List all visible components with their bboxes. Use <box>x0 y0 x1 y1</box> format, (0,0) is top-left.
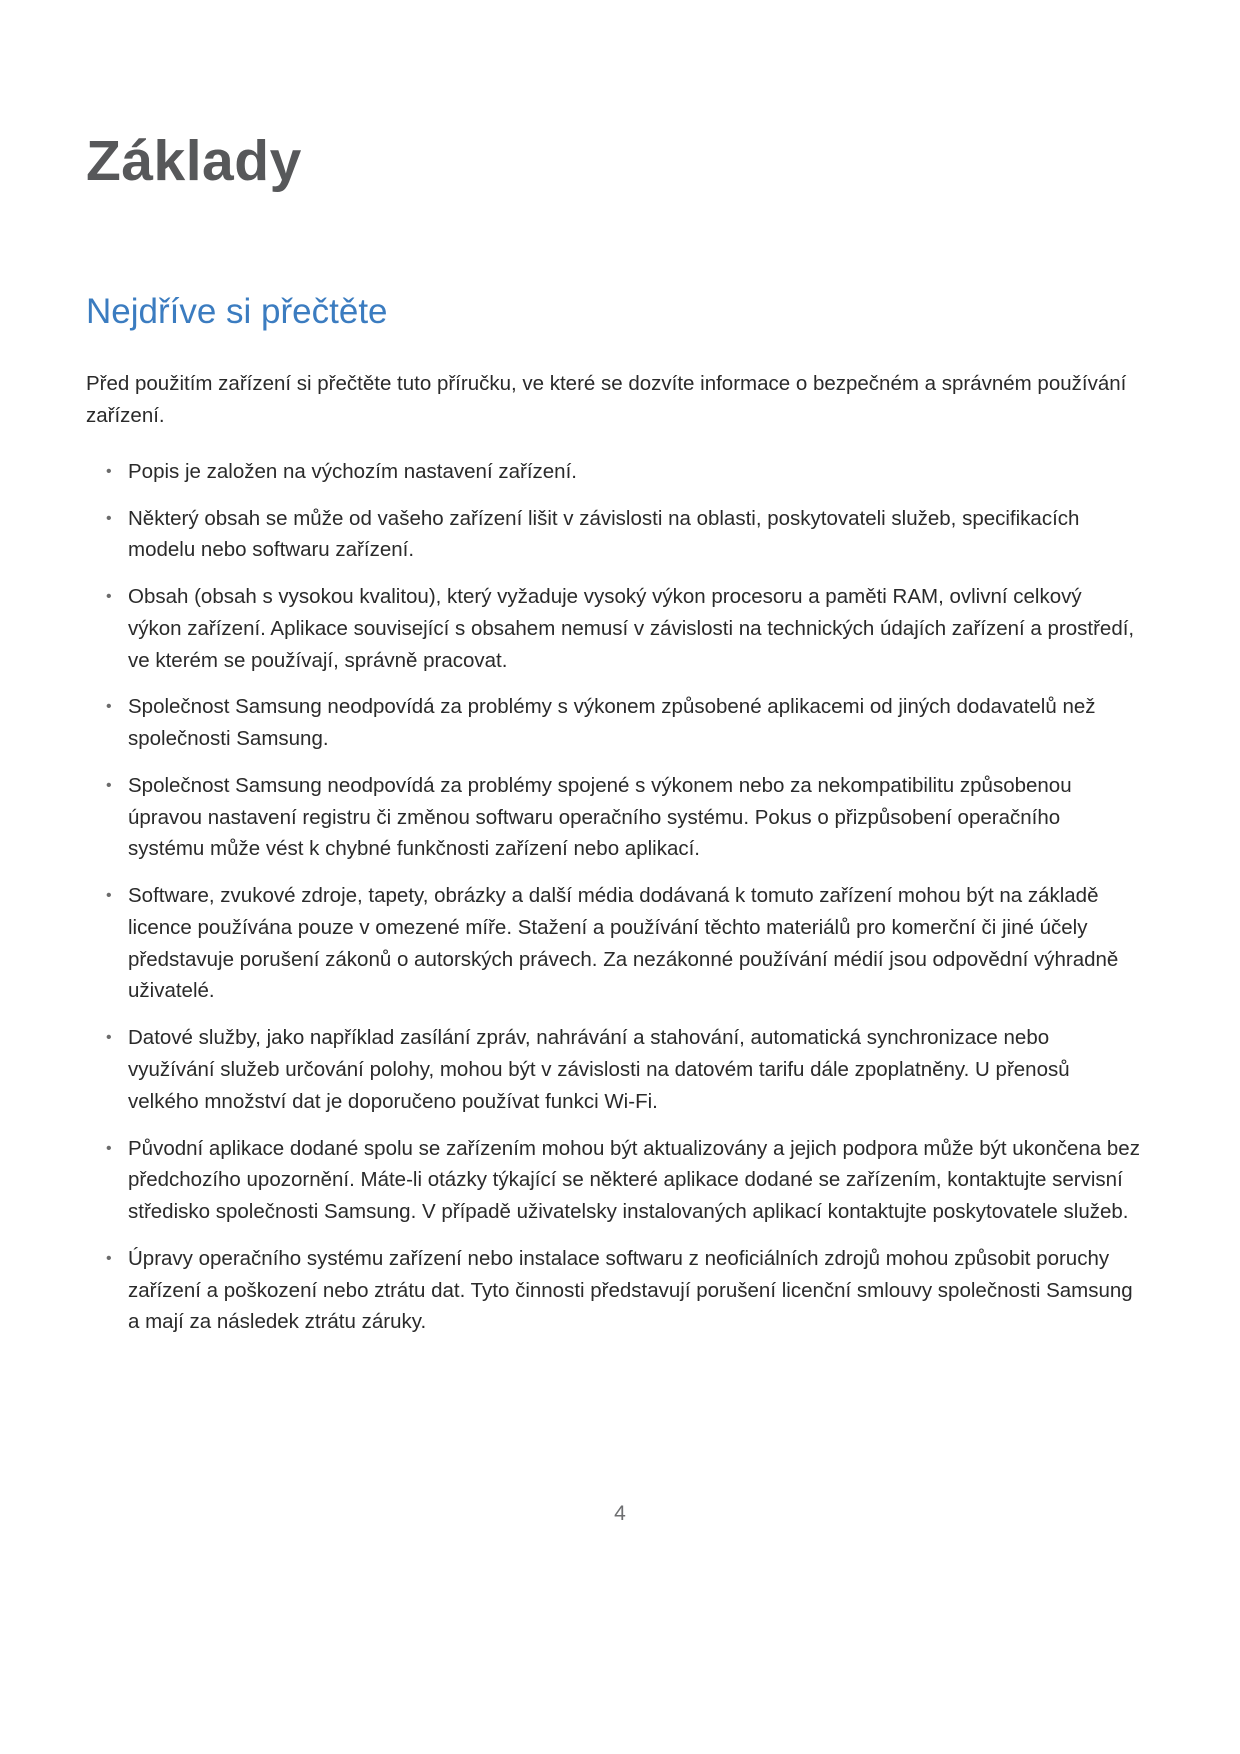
bullet-icon: • <box>106 462 112 480</box>
list-item-text: Popis je založen na výchozím nastavení zařízení. <box>128 459 577 483</box>
bullet-icon: • <box>106 588 112 606</box>
list-item <box>86 503 1140 567</box>
list-item-text: Datové služby, jako například zasílání zpráv, nahrávání a stahování, automatická synchronizace nebo využívání služeb určování polohy, mohou být v závislosti na datovém tarifu dále zpoplatněny. U přenosů velkého množství dat je doporučeno používat funkci Wi-Fi. <box>128 1026 1070 1113</box>
list-item-text: Obsah (obsah s vysokou kvalitou), který vyžaduje vysoký výkon procesoru a paměti RAM, ovlivní celkový výkon zařízení. Aplikace související s obsahem nemusí v závislosti na technických údajích zařízení a prostředí, ve kterém se používají, správně pracovat. <box>128 585 1135 672</box>
page-number: 4 <box>614 1502 626 1525</box>
intro-paragraph: Před použitím zařízení si přečtěte tuto příručku, ve které se dozvíte informace o bezpečném a správném používání zařízení. <box>86 372 1127 427</box>
bullet-icon: • <box>106 887 112 905</box>
bullet-icon: • <box>106 1029 112 1047</box>
list-item-text: Některý obsah se může od vašeho zařízení lišit v závislosti na oblasti, poskytovateli služeb, specifikacích modelu nebo softwaru zařízení. <box>128 506 1080 562</box>
bullet-icon: • <box>106 1139 112 1157</box>
list-item <box>86 1022 1140 1117</box>
bullet-icon: • <box>106 1249 112 1267</box>
bullet-icon: • <box>106 509 112 527</box>
list-item <box>86 1243 1140 1338</box>
list-item-text: Společnost Samsung neodpovídá za problémy spojené s výkonem nebo za nekompatibilitu způsobenou úpravou nastavení registru či změnou softwaru operačního systému. Pokus o přizpůsobení operačního systému může vést k chybné funkčnosti zařízení nebo aplikací. <box>128 773 1072 861</box>
section-heading: Nejdříve si přečtěte <box>86 292 388 331</box>
list-item <box>86 1133 1140 1228</box>
list-item <box>86 691 1140 755</box>
list-item-text: Společnost Samsung neodpovídá za problémy s výkonem způsobené aplikacemi od jiných dodavatelů než společnosti Samsung. <box>128 695 1096 751</box>
list-item-text: Původní aplikace dodané spolu se zařízením mohou být aktualizovány a jejich podpora může být ukončena bez předchozího upozornění. Máte-li otázky týkající se některé aplikace dodané se zařízením, kontaktujte servisní středisko společnosti Samsung. V případě uživatelsky instalovaných aplikací kontaktujte poskytovatele služeb. <box>128 1136 1140 1224</box>
list-item-text: Software, zvukové zdroje, tapety, obrázky a další média dodávaná k tomuto zařízení mohou být na základě licence používána pouze v omezené míře. Stažení a používání těchto materiálů pro komerční či jiné účely představuje porušení zákonů o autorských právech. Za nezákonné používání médií jsou odpovědní výhradně uživatelé. <box>128 884 1119 1003</box>
bullet-list <box>86 456 1140 1339</box>
page-footer <box>0 1502 1240 1526</box>
bullet-icon: • <box>106 776 112 794</box>
list-item <box>86 880 1140 1007</box>
list-item-text: Úpravy operačního systému zařízení nebo instalace softwaru z neoficiálních zdrojů mohou způsobit poruchy zařízení a poškození nebo ztrátu dat. Tyto činnosti představují porušení licenční smlouvy společnosti Samsung a mají za následek ztrátu záruky. <box>128 1246 1133 1334</box>
list-item <box>86 581 1140 676</box>
list-item <box>86 456 1140 488</box>
bullet-icon: • <box>106 698 112 716</box>
chapter-title: Základy <box>86 129 302 193</box>
list-item <box>86 770 1140 865</box>
